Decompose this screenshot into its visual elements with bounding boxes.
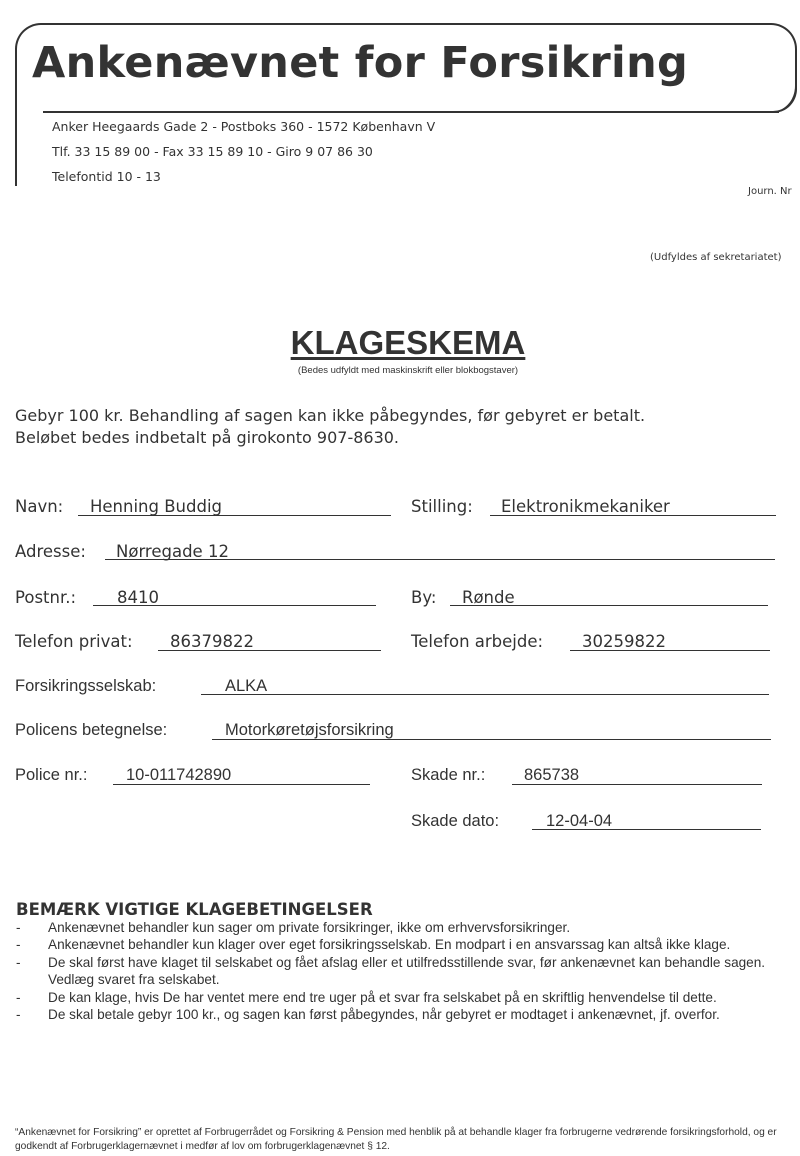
name-value[interactable]: Henning Buddig [90,497,223,516]
footer-legal-text: “Ankenævnet for Forsikring” er oprettet af Forbrugerrådet og Forsikring & Pension med henblik på at behandle klager fra forbrugerne vedrørende forsikringsforhold, og er godkendt af Forbrugerklagernævnet i medfør af lov om forbrugerklagenævnet § 12. [15,1127,777,1152]
insurer-field-line[interactable] [201,694,769,695]
conditions-list [16,919,796,1023]
secretariat-note: (Udfyldes af sekretariatet) [650,252,782,263]
claim-number-label: Skade nr.: [411,766,486,784]
header-left-rule [15,48,17,186]
bullet-dash: - [16,937,21,953]
city-value[interactable]: Rønde [462,588,515,607]
address-value[interactable]: Nørregade 12 [116,542,229,561]
private-phone-value[interactable]: 86379822 [170,632,254,651]
form-subtitle: (Bedes udfyldt med maskinskrift eller blokbogstaver) [297,365,519,376]
condition-item: - De kan klage, hvis De har ventet mere end tre uger på et svar fra selskabet på en skriftlig henvendelse til dette. [16,989,717,1005]
condition-item: - De skal først have klaget til selskabet og fået afslag eller et utilfredsstillende svar, før ankenævnet kan behandle sagen. Vedlæg svaret fra selskabet. [16,954,766,988]
postal-code-value[interactable]: 8410 [117,588,159,607]
bullet-dash: - [16,989,21,1005]
bullet-dash: - [16,920,21,935]
header-divider [43,111,779,113]
policy-type-value[interactable]: Motorkøretøjsforsikring [225,721,394,739]
occupation-value[interactable]: Elektronikmekaniker [501,497,670,516]
name-label: Navn: [15,497,64,516]
condition-item: - Ankenævnet behandler kun sager om private forsikringer, ikke om erhvervsforsikringer. [16,920,571,935]
city-label: By: [411,588,437,607]
policy-number-value[interactable]: 10-011742890 [126,766,232,784]
policy-number-label: Police nr.: [15,766,88,784]
policy-type-label: Policens betegnelse: [15,721,168,739]
claim-date-label: Skade dato: [411,812,500,830]
claim-date-value[interactable]: 12-04-04 [546,812,613,830]
header-frame-corner [745,60,797,113]
fee-notice: Gebyr 100 kr. Behandling af sagen kan ikke påbegyndes, før gebyret er betalt. [15,406,646,425]
work-phone-label: Telefon arbejde: [411,632,544,651]
occupation-label: Stilling: [411,497,473,516]
bullet-dash: - [16,1007,21,1023]
address-label: Adresse: [15,542,86,561]
bullet-dash: - [16,954,21,970]
claim-number-value[interactable]: 865738 [524,766,580,784]
organization-name: Ankenævnet for Forsikring [32,38,689,88]
organization-contact: Tlf. 33 15 89 00 - Fax 33 15 89 10 - Giro 9 07 86 30 [52,144,373,159]
work-phone-value[interactable]: 30259822 [582,632,666,651]
insurer-label: Forsikringsselskab: [15,677,157,695]
private-phone-label: Telefon privat: [15,632,133,651]
form-title: KLAGESKEMA [290,324,526,361]
condition-item: - De skal betale gebyr 100 kr., og sagen kan først påbegyndes, når gebyret er modtaget i ankenævnet, jf. overfor. [16,1007,720,1023]
condition-item: - Ankenævnet behandler kun klager over eget forsikringsselskab. En modpart i en ansvarssag kan altså ikke klage. [16,937,731,953]
journal-number-label: Journ. Nr [748,186,792,197]
payment-notice: Beløbet bedes indbetalt på girokonto 907-8630. [15,428,400,447]
phone-hours: Telefontid 10 - 13 [52,169,161,184]
insurer-value[interactable]: ALKA [225,677,268,695]
organization-address: Anker Heegaards Gade 2 - Postboks 360 - 1572 København V [52,119,436,134]
conditions-heading: BEMÆRK VIGTIGE KLAGEBETINGELSER [16,900,373,919]
postal-code-label: Postnr.: [15,588,77,607]
